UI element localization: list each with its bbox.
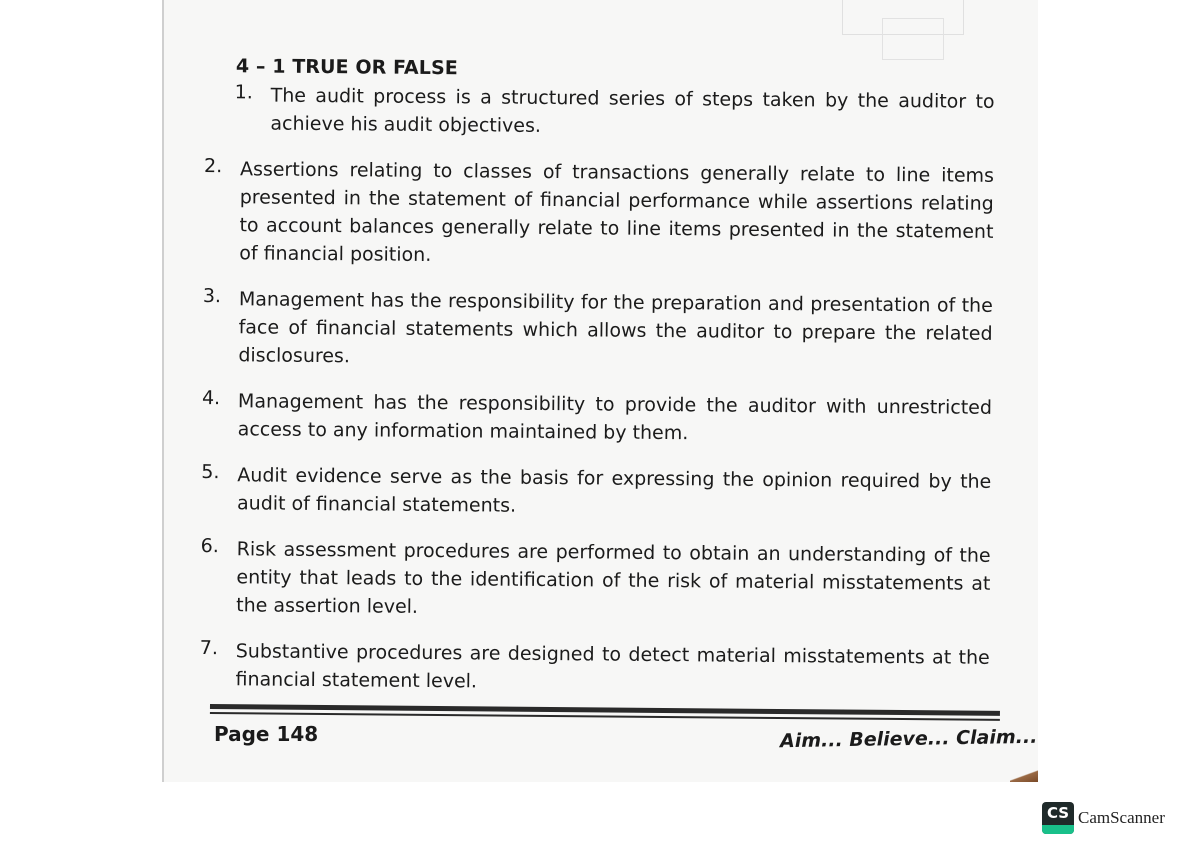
item-text: The audit process is a structured series of steps taken by the auditor to achieve his audit objectives. bbox=[270, 84, 995, 137]
item-number: 7. bbox=[199, 636, 219, 660]
item-text: Risk assessment procedures are performed to obtain an understanding of the entity that leads to the identification of the risk of material misstatements at the assertion level. bbox=[236, 538, 991, 618]
page-content bbox=[199, 55, 995, 718]
list-item bbox=[203, 155, 994, 274]
list-item bbox=[204, 81, 994, 144]
footer-motto: Aim... Believe... Claim... bbox=[779, 725, 1038, 753]
item-number: 2. bbox=[203, 154, 223, 178]
item-text: Audit evidence serve as the basis for expressing the opinion required by the audit of financial statements. bbox=[236, 464, 992, 517]
item-text: Assertions relating to classes of transactions generally relate to line items presented in the statement of financial performance while assertions relating to account balances generally relate to line items presented in the statement of financial position. bbox=[239, 158, 995, 266]
section-heading: 4 – 1 TRUE OR FALSE bbox=[235, 55, 458, 80]
item-number: 5. bbox=[201, 460, 220, 484]
item-number: 1. bbox=[234, 81, 253, 104]
page-number: Page 148 bbox=[214, 722, 319, 746]
page-corner-shadow bbox=[1010, 768, 1038, 782]
list-item bbox=[202, 285, 993, 376]
item-number: 6. bbox=[200, 534, 219, 558]
item-number: 4. bbox=[201, 386, 221, 410]
camscanner-logo-icon: CS bbox=[1042, 802, 1074, 834]
camscanner-watermark bbox=[1042, 802, 1165, 834]
item-number: 3. bbox=[202, 284, 222, 308]
item-text: Management has the responsibility to provide the auditor with unrestricted access to any information maintained by them. bbox=[237, 390, 993, 445]
item-text: Substantive procedures are designed to detect material misstatements at the financial statement level. bbox=[235, 640, 990, 693]
list-item bbox=[201, 461, 991, 524]
list-item bbox=[200, 535, 991, 626]
list-item bbox=[202, 387, 992, 450]
item-text: Management has the responsibility for the preparation and presentation of the face of financial statements which allows the auditor to prepare the related disclosures. bbox=[238, 288, 993, 368]
list-item bbox=[199, 637, 989, 700]
camscanner-name: CamScanner bbox=[1078, 808, 1165, 827]
